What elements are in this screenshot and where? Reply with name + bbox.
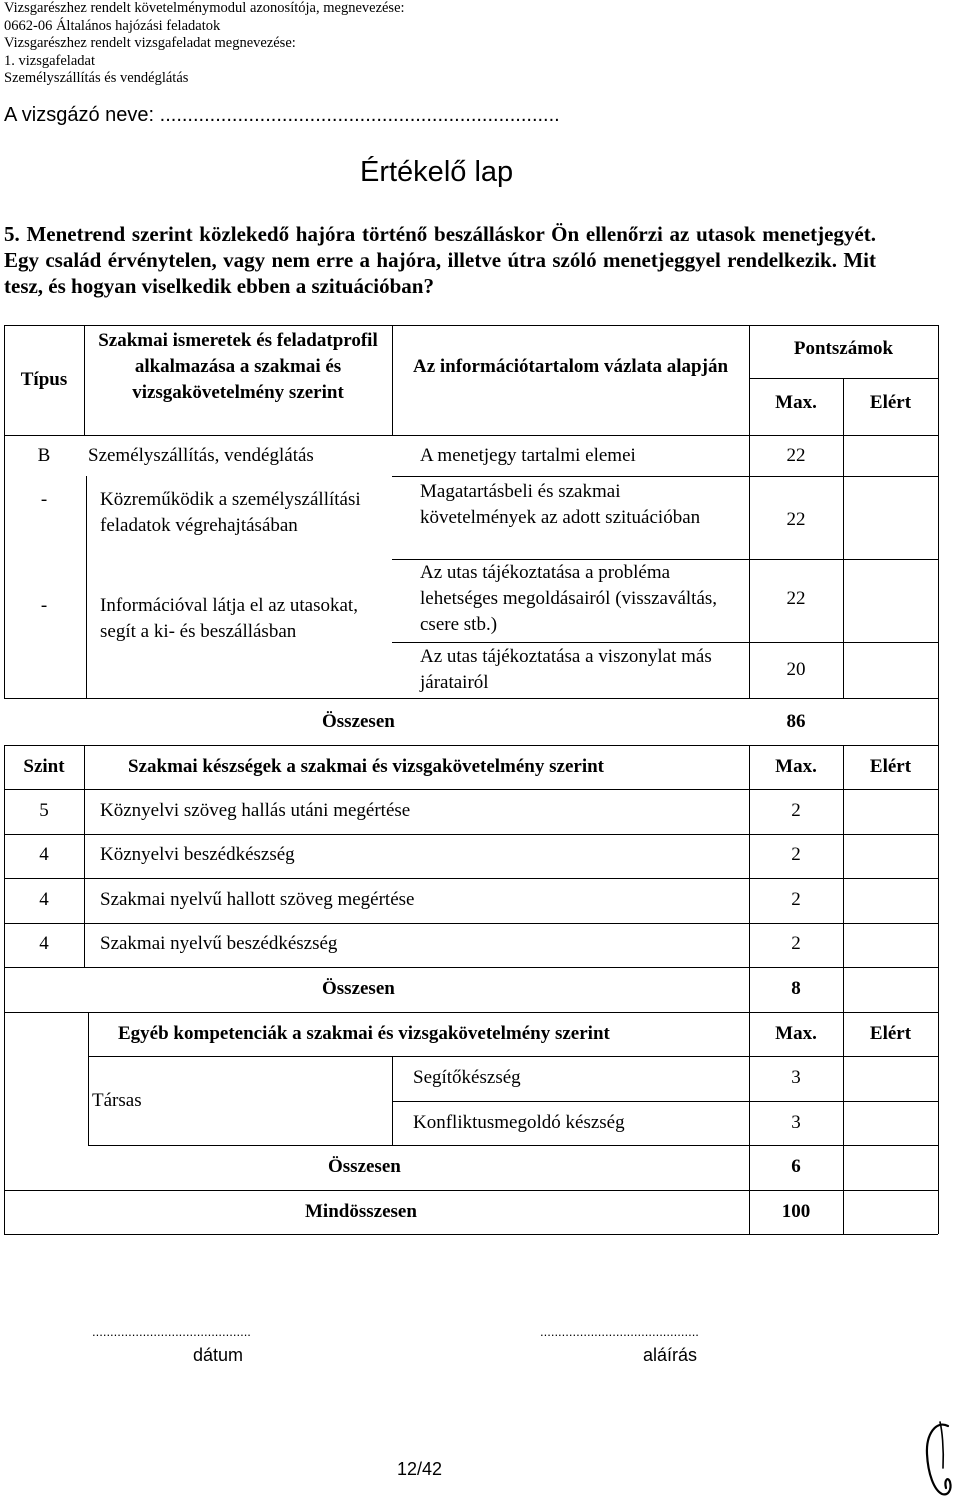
col-tipus: Típus (20, 369, 68, 390)
item-4-max: 20 (786, 659, 806, 680)
item-1-max: 22 (786, 445, 806, 466)
table2-total-label: Összesen (322, 978, 395, 999)
table3-total-label: Összesen (328, 1156, 401, 1177)
col-elert: Elért (869, 1023, 912, 1044)
page-number: 12/42 (397, 1459, 443, 1479)
dash-1: - (40, 489, 48, 510)
item-3-max: 22 (786, 588, 806, 609)
col-competencies: Egyéb kompetenciák a szakmai és vizsgakövetelmény szerint (118, 1023, 610, 1044)
skill-3-level: 4 (39, 889, 49, 910)
comp-2-max: 3 (791, 1112, 801, 1133)
group-tarsas: Társas (92, 1090, 142, 1111)
handwritten-signature-mark (918, 1418, 958, 1500)
document-header (4, 0, 405, 88)
header-task-number: 1. vizsgafeladat (4, 52, 95, 69)
dash-2: - (40, 595, 48, 616)
task-1: Közreműködik a személyszállítási feladatok végrehajtásában (100, 489, 361, 536)
header-module-label: Vizsgarészhez rendelt követelménymodul azonosítója, megnevezése: (4, 0, 405, 16)
skill-1-text: Köznyelvi szöveg hallás utáni megértése (100, 800, 411, 821)
examinee-name-field: A vizsgázó neve: ........................................................................ (4, 104, 560, 126)
header-module-name: 0662-06 Általános hajózási feladatok (4, 17, 221, 34)
col-max: Max. (775, 756, 817, 777)
task-2: Információval látja el az utasokat, segít a ki- és beszállásban (100, 595, 358, 642)
skill-2-level: 4 (39, 844, 49, 865)
date-label: dátum (193, 1345, 244, 1365)
skill-1-level: 5 (39, 800, 49, 821)
col-points: Pontszámok (793, 338, 894, 359)
header-task-label: Vizsgarészhez rendelt vizsgafeladat megnevezése: (4, 35, 296, 52)
signature-line: ............................................ (540, 1324, 699, 1339)
skill-4-level: 4 (39, 933, 49, 954)
row-b-type: B (37, 445, 51, 466)
skill-2-text: Köznyelvi beszédkészség (100, 844, 295, 865)
signature-label: aláírás (643, 1345, 698, 1365)
grand-total-label: Mindösszesen (305, 1201, 417, 1222)
row-b-text: Személyszállítás, vendéglátás (88, 445, 314, 466)
table2-total: 8 (791, 978, 801, 999)
comp-1-max: 3 (791, 1067, 801, 1088)
item-2-text: Magatartásbeli és szakmai követelmények az adott szituációban (420, 481, 701, 528)
col-elert: Elért (869, 756, 912, 777)
table1-total-label: Összesen (322, 711, 395, 732)
header-task-name: Személyszállítás és vendéglátás (4, 70, 189, 87)
skill-3-max: 2 (791, 889, 801, 910)
col-profile: Szakmai ismeretek és feladatprofil alkalmazása a szakmai és vizsgakövetelmény szerint (98, 330, 378, 403)
table1-total: 86 (786, 711, 806, 732)
col-info: Az információtartalom vázlata alapján (412, 356, 729, 377)
skill-1-max: 2 (791, 800, 801, 821)
item-1-text: A menetjegy tartalmi elemei (420, 445, 636, 466)
comp-2-text: Konfliktusmegoldó készség (413, 1112, 625, 1133)
date-line: ............................................ (92, 1324, 251, 1339)
skill-4-max: 2 (791, 933, 801, 954)
col-max: Max. (775, 1023, 817, 1044)
col-skills: Szakmai készségek a szakmai és vizsgakövetelmény szerint (128, 756, 604, 777)
table3-total: 6 (791, 1156, 801, 1177)
item-3-text: Az utas tájékoztatása a probléma lehetséges megoldásairól (visszaváltás, csere stb.) (420, 562, 718, 635)
item-2-max: 22 (786, 509, 806, 530)
col-max: Max. (775, 392, 817, 413)
grand-total: 100 (781, 1201, 811, 1222)
col-szint: Szint (23, 756, 65, 777)
comp-1-text: Segítőkészség (413, 1067, 521, 1088)
skill-4-text: Szakmai nyelvű beszédkészség (100, 933, 338, 954)
item-4-text: Az utas tájékoztatása a viszonylat más járatairól (420, 646, 712, 693)
page-title: Értékelő lap (360, 156, 514, 188)
col-elert: Elért (869, 392, 912, 413)
skill-3-text: Szakmai nyelvű hallott szöveg megértése (100, 889, 415, 910)
question-text: 5. Menetrend szerint közlekedő hajóra történő beszálláskor Ön ellenőrzi az utasok menetjegyét. Egy család érvénytelen, vagy nem erre a hajóra, illetve útra szóló menetjeggyel rendelkezik. Mit tesz, és hogyan viselkedik ebben a szituációban? (4, 222, 876, 298)
skill-2-max: 2 (791, 844, 801, 865)
